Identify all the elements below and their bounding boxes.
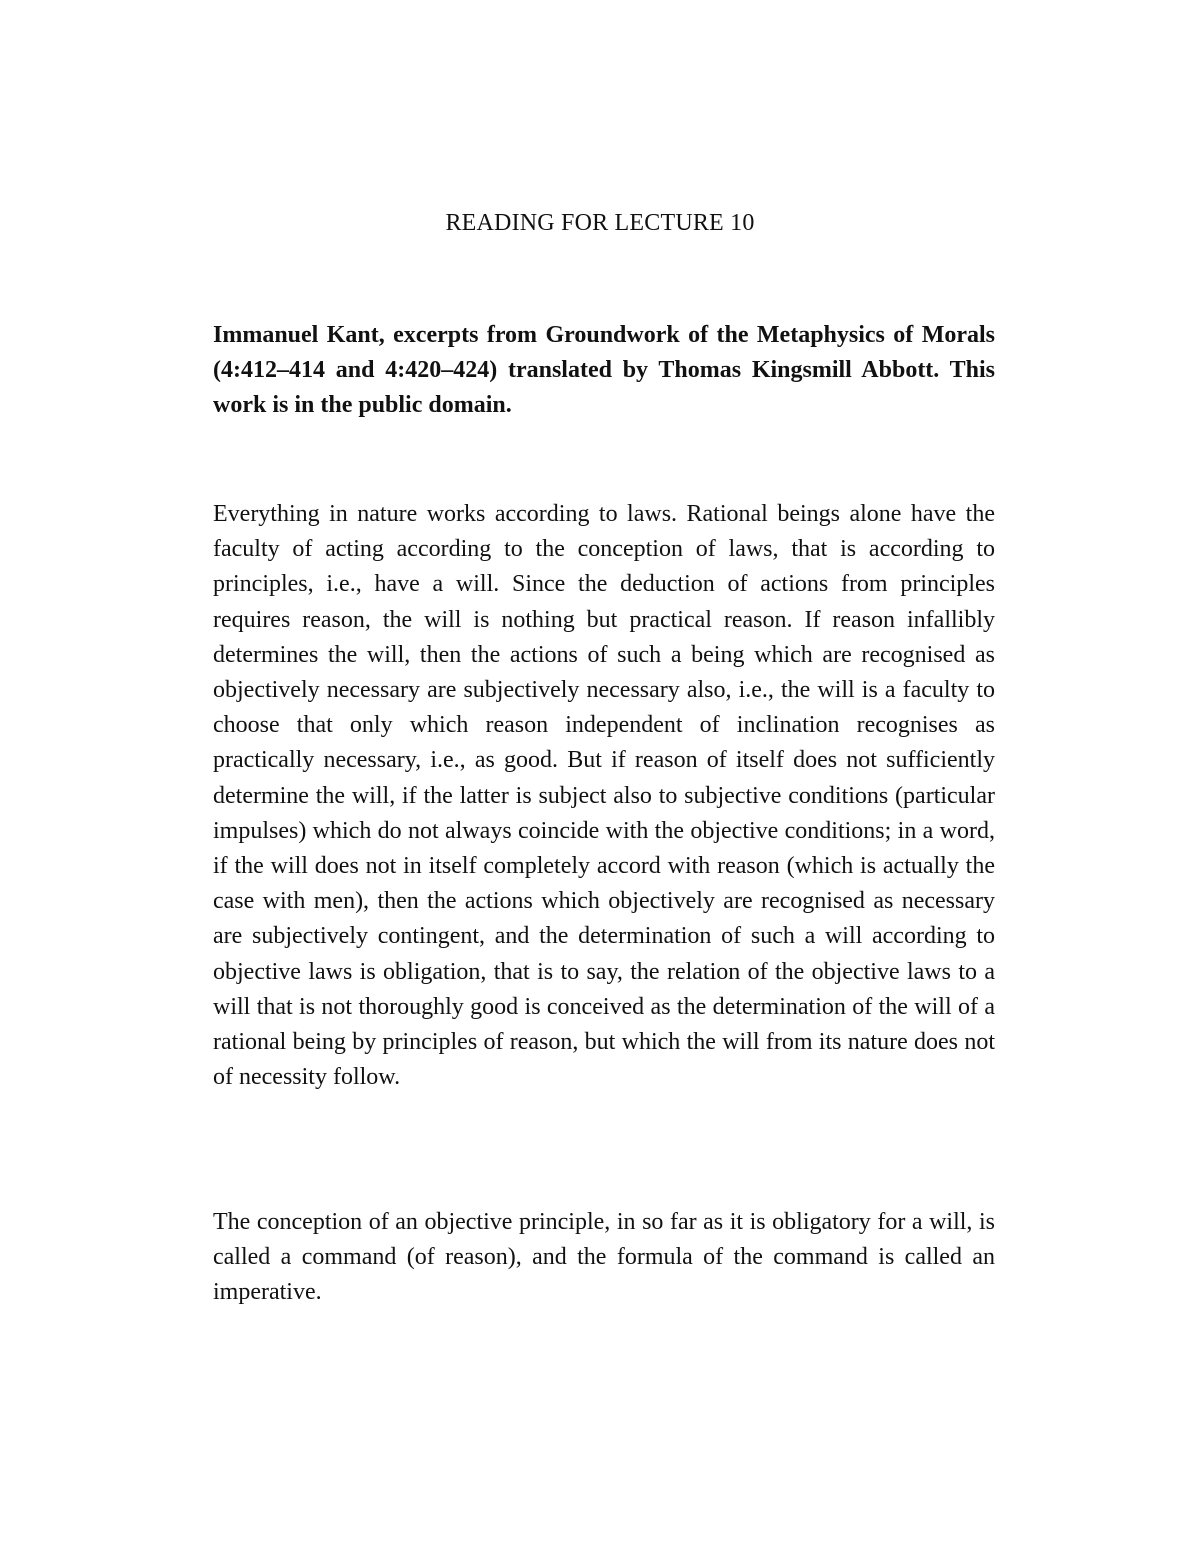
- page-title: READING FOR LECTURE 10: [445, 210, 755, 236]
- body-paragraph-1: Everything in nature works according to laws. Rational beings alone have the faculty of acting according to the conception of laws, that is according to principles, i.e., have a will. Since the deduction of actions from principles requires reason, the will is nothing but practical reason. If reason infallibly determines the will, then the actions of such a being which are recognised as objectively necessary are subjectively necessary also, i.e., the will is a faculty to choose that only which reason independent of inclination recognises as practically necessary, i.e., as good. But if reason of itself does not sufficiently determine the will, if the latter is subject also to subjective conditions (particular impulses) which do not always coincide with the objective conditions; in a word, if the will does not in itself completely accord with reason (which is actually the case with men), then the actions which objectively are recognised as necessary are subjectively contingent, and the determination of such a will according to objective laws is obligation, that is to say, the relation of the objective laws to a will that is not thoroughly good is conceived as the determination of the will of a rational being by principles of reason, but which the will from its nature does not of necessity follow.: [213, 501, 995, 1091]
- citation-suffix: (4:412–414 and 4:420–424) translated by Thomas Kingsmill Abbott. This work is in the public domain.: [213, 357, 995, 418]
- citation-prefix: Immanuel Kant, excerpts from: [213, 322, 546, 348]
- citation-work-title: Groundwork of the Metaphysics of Morals: [545, 322, 996, 348]
- citation: [213, 318, 995, 423]
- body-paragraph-2: The conception of an objective principle, in so far as it is obligatory for a will, is called a command (of reason), and the formula of the command is called an imperative.: [213, 1209, 995, 1306]
